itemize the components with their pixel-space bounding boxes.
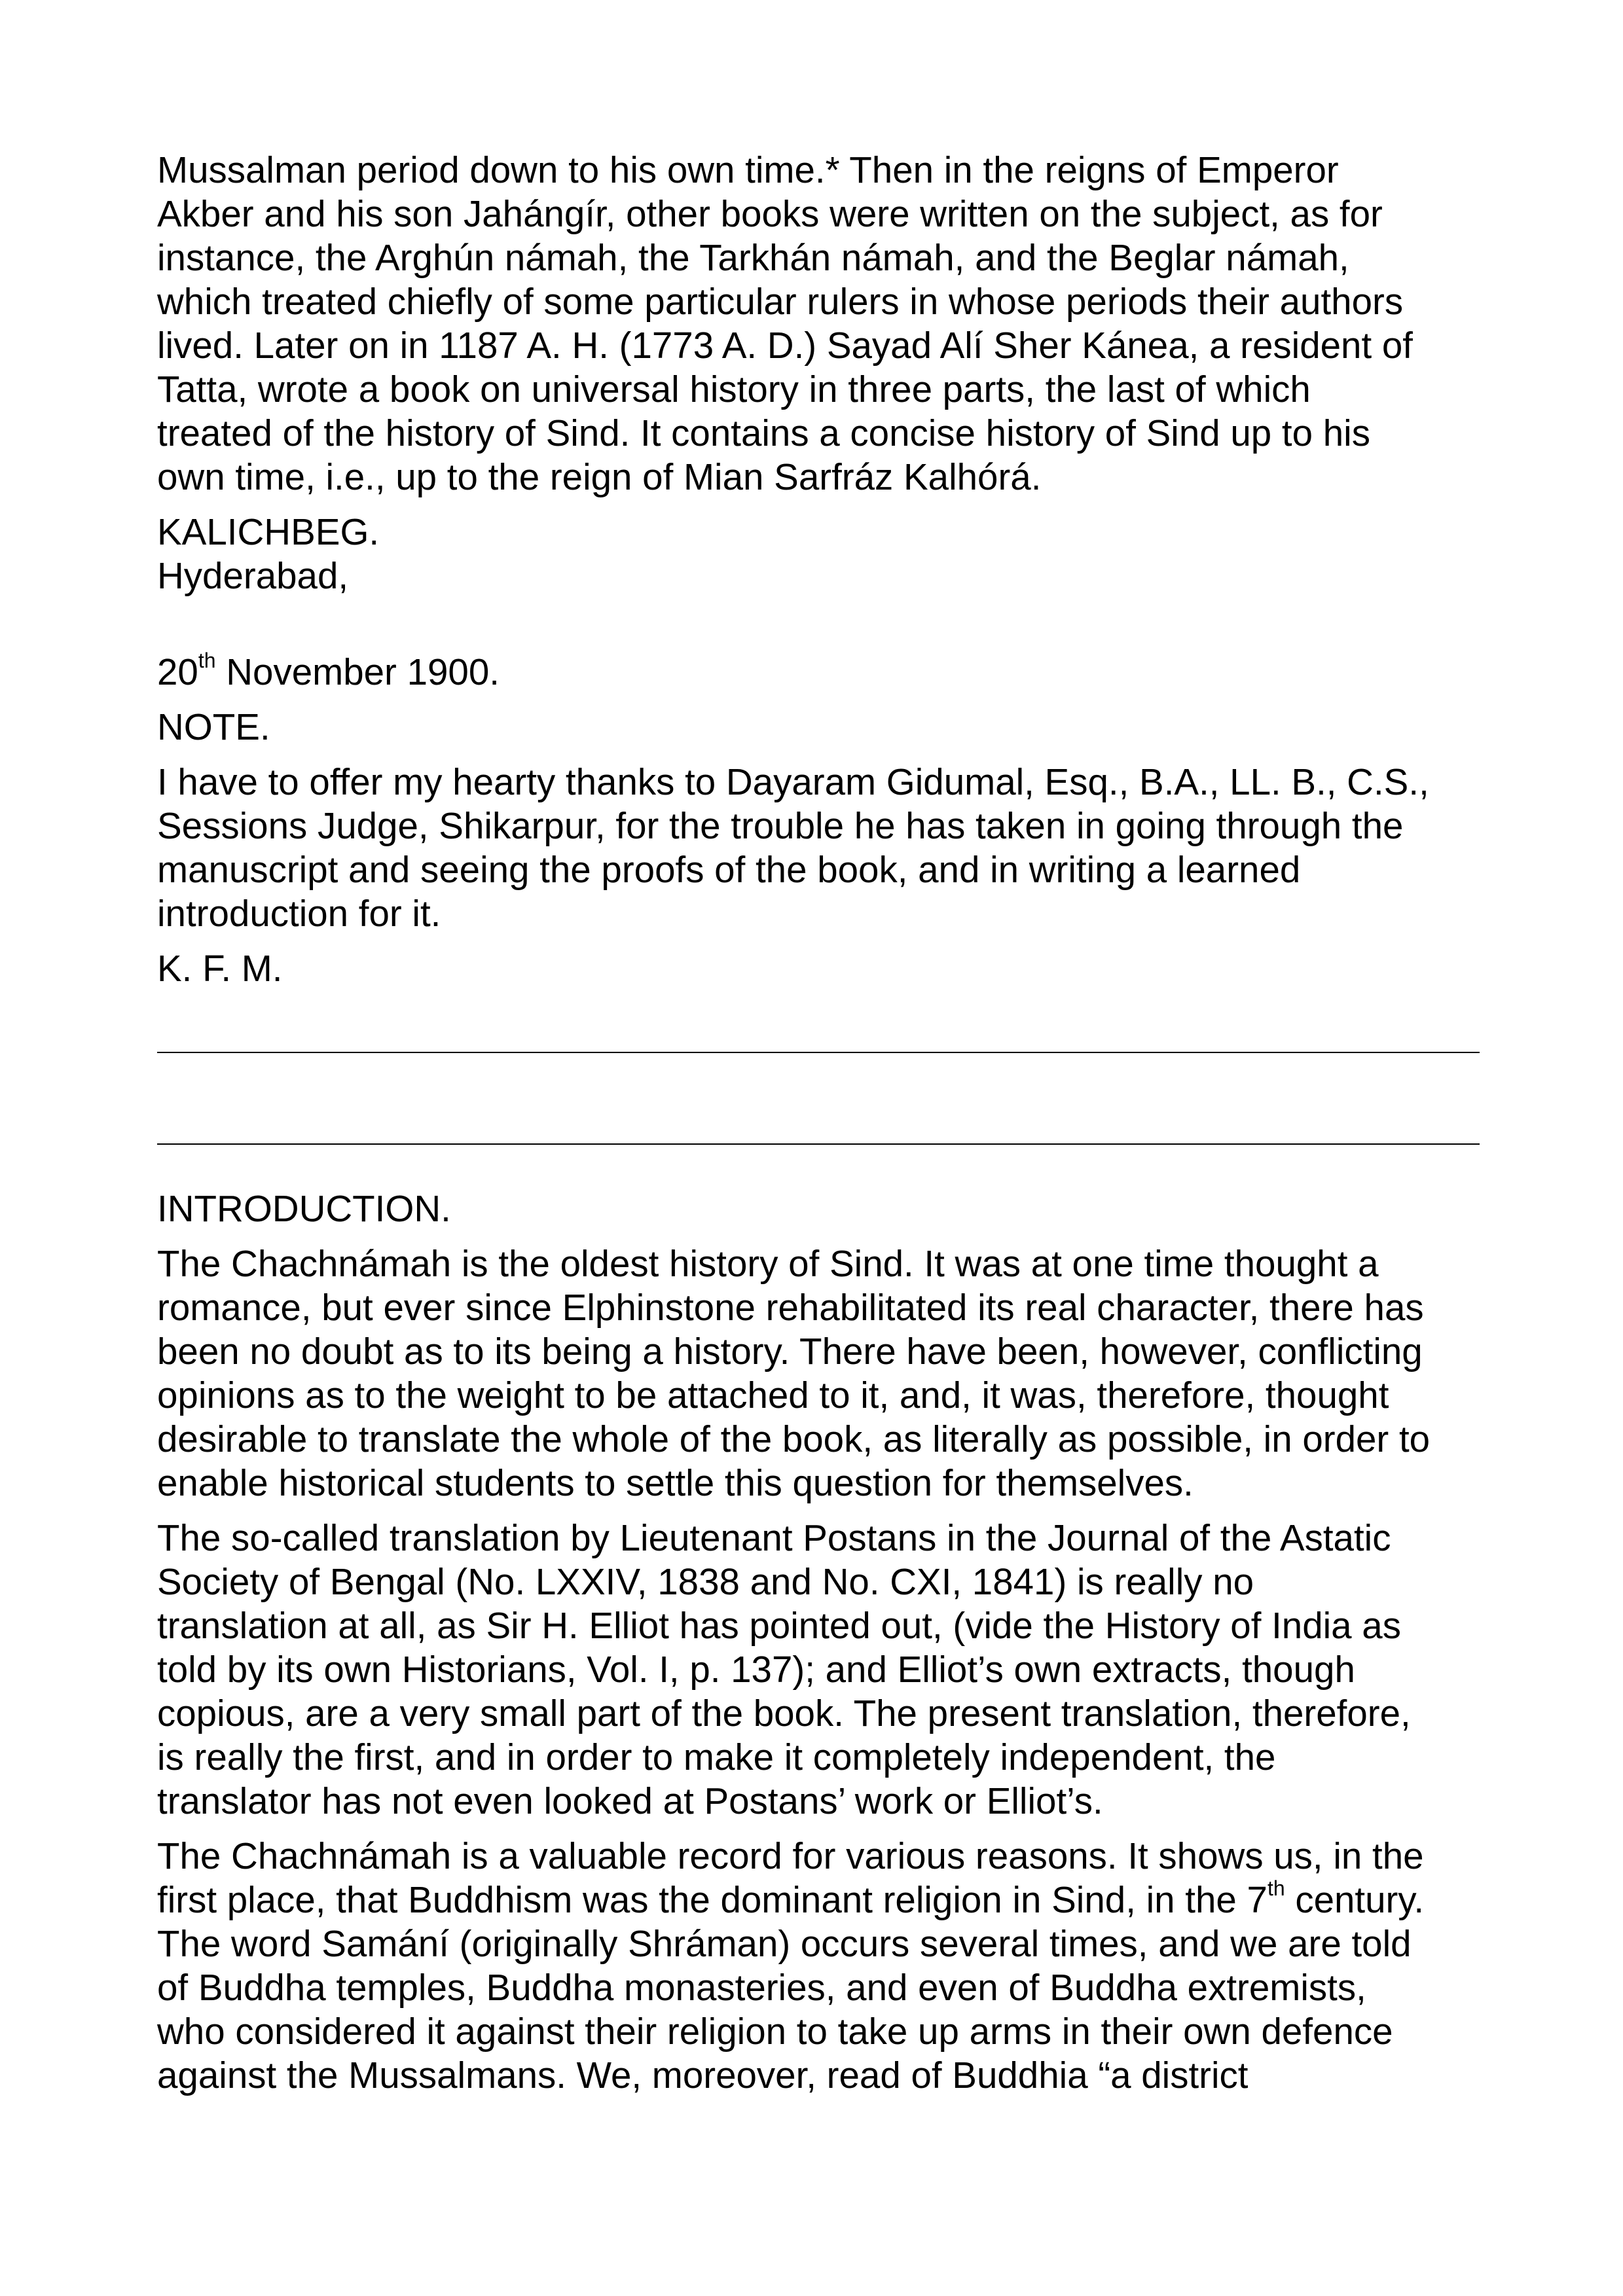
text-line: I have to offer my hearty thanks to Dayaram Gidumal, Esq., B.A., LL. B., C.S., — [157, 761, 1429, 802]
signature-block — [157, 510, 1480, 598]
text-line: Sessions Judge, Shikarpur, for the trouble he has taken in going through the — [157, 805, 1404, 846]
text-line: instance, the Arghún námah, the Tarkhán námah, and the Beglar námah, — [157, 237, 1349, 278]
preface-paragraph — [157, 148, 1480, 499]
text-line: lived. Later on in 1187 A. H. (1773 A. D.) Sayad Alí Sher Kánea, a resident of — [157, 325, 1413, 366]
text-line: opinions as to the weight to be attached to it, and, it was, therefore, thought — [157, 1374, 1389, 1416]
text-line: copious, are a very small part of the book. The present translation, therefore, — [157, 1693, 1411, 1734]
text-line: treated of the history of Sind. It contains a concise history of Sind up to his — [157, 412, 1370, 454]
note-initials: K. F. M. — [157, 948, 283, 989]
text-line: The so-called translation by Lieutenant Postans in the Journal of the Astatic — [157, 1517, 1391, 1558]
text-line: Society of Bengal (No. LXXIV, 1838 and No. CXI, 1841) is really no — [157, 1561, 1254, 1602]
signature-name: KALICHBEG. — [157, 511, 380, 552]
text-line: manuscript and seeing the proofs of the book, and in writing a learned — [157, 849, 1301, 890]
text-line: which treated chiefly of some particular rulers in whose periods their authors — [157, 281, 1404, 322]
text-line: been no doubt as to its being a history. There have been, however, conflicting — [157, 1331, 1423, 1372]
signature-date — [157, 650, 1480, 694]
introduction-paragraph-1 — [157, 1242, 1480, 1505]
text-line: translation at all, as Sir H. Elliot has pointed out, (vide the History of India as — [157, 1605, 1401, 1646]
text-line: The Chachnámah is a valuable record for various reasons. It shows us, in the — [157, 1835, 1424, 1876]
text-line: Tatta, wrote a book on universal history in three parts, the last of which — [157, 368, 1311, 410]
text-line: romance, but ever since Elphinstone rehabilitated its real character, there has — [157, 1287, 1424, 1328]
date-day: 20 — [157, 651, 198, 692]
document-page — [157, 148, 1480, 2097]
text-line: translator has not even looked at Postans’ work or Elliot’s. — [157, 1780, 1103, 1821]
text-line: The Chachnámah is the oldest history of Sind. It was at one time thought a — [157, 1243, 1379, 1284]
horizontal-rule — [157, 1143, 1480, 1145]
introduction-heading: INTRODUCTION. — [157, 1188, 451, 1229]
text-line: is really the first, and in order to make it completely independent, the — [157, 1736, 1276, 1778]
note-paragraph — [157, 760, 1480, 935]
text-line: enable historical students to settle this question for themselves. — [157, 1462, 1194, 1503]
horizontal-rule — [157, 1052, 1480, 1053]
note-heading: NOTE. — [157, 706, 270, 747]
text-fragment: first place, that Buddhism was the dominant religion in Sind, in the 7 — [157, 1879, 1267, 1920]
date-ordinal-suffix: th — [198, 649, 216, 672]
date-rest: November 1900. — [215, 651, 500, 692]
ordinal-suffix: th — [1267, 1876, 1285, 1900]
text-line: The word Samání (originally Shráman) occurs several times, and we are told — [157, 1923, 1412, 1964]
text-line: Akber and his son Jahángír, other books were written on the subject, as for — [157, 193, 1383, 234]
signature-place: Hyderabad, — [157, 555, 349, 596]
text-line: Mussalman period down to his own time.* Then in the reigns of Emperor — [157, 149, 1339, 190]
text-line: against the Mussalmans. We, moreover, read of Buddhia “a district — [157, 2054, 1249, 2096]
text-line: desirable to translate the whole of the book, as literally as possible, in order to — [157, 1418, 1431, 1460]
text-line — [157, 1878, 1480, 1922]
text-fragment: century. — [1285, 1879, 1425, 1920]
introduction-paragraph-3 — [157, 1834, 1480, 2097]
introduction-paragraph-2 — [157, 1516, 1480, 1823]
text-line: told by its own Historians, Vol. I, p. 137); and Elliot’s own extracts, though — [157, 1649, 1355, 1690]
text-line: of Buddha temples, Buddha monasteries, and even of Buddha extremists, — [157, 1967, 1366, 2008]
text-line: own time, i.e., up to the reign of Mian Sarfráz Kalhórá. — [157, 456, 1042, 497]
text-line: introduction for it. — [157, 893, 441, 934]
text-line: who considered it against their religion to take up arms in their own defence — [157, 2011, 1393, 2052]
